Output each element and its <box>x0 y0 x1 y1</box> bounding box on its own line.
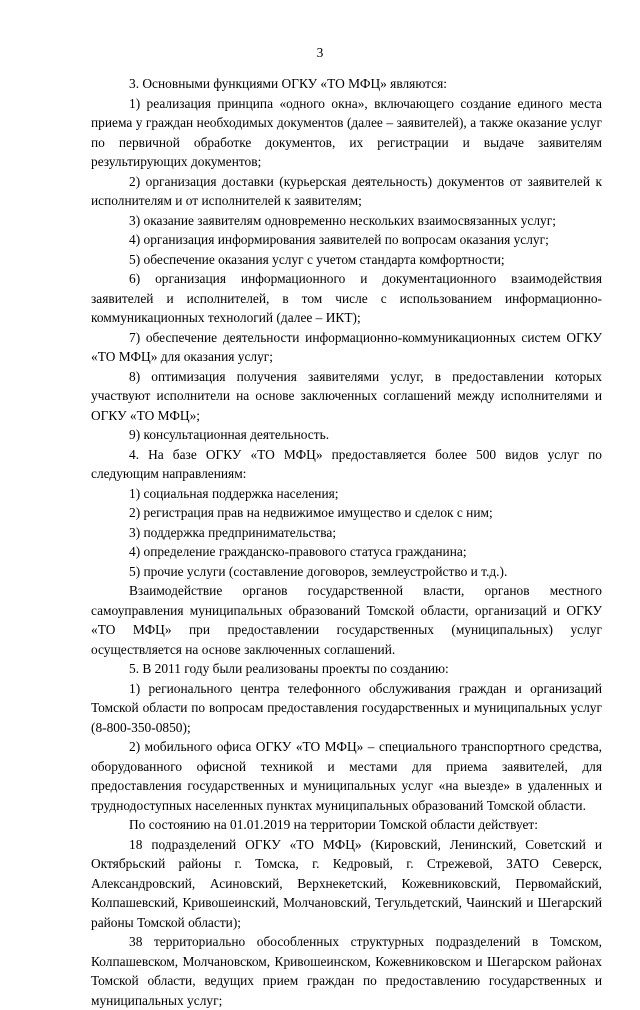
paragraph-function-2: 2) организация доставки (курьерская деятельность) документов от заявителей к исполнителям и от исполнителей к заявителям; <box>91 173 602 208</box>
paragraph-project-2: 2) мобильного офиса ОГКУ «ТО МФЦ» – специального транспортного средства, оборудованного офисной техникой и местами для приема заявителей, для предоставления государственных и муниципальных услуг «на выезде» в удаленных и труднодоступных населенных пунктах муниципальных образований Томской области. <box>91 739 602 813</box>
paragraph-direction-3: 3) поддержка предпринимательства; <box>129 524 337 540</box>
paragraph-direction-4: 4) определение гражданско-правового статуса гражданина; <box>129 544 467 559</box>
paragraph-direction-5: 5) прочие услуги (составление договоров, землеустройство и т.д.). <box>129 563 508 579</box>
paragraph-function-7: 7) обеспечение деятельности информационно-коммуникационных систем ОГКУ «ТО МФЦ» для оказания услуг; <box>91 329 602 364</box>
paragraph-services-heading: 4. На базе ОГКУ «ТО МФЦ» предоставляется более 500 видов услуг по следующим направлениям: <box>91 446 602 481</box>
paragraph-function-3: 3) оказание заявителям одновременно нескольких взаимосвязанных услуг; <box>129 212 556 228</box>
paragraph-structural-units: 38 территориально обособленных структурных подразделений в Томском, Колпашевском, Молчановском, Кривошеинском, Кожевниковском и Шегарском районах Томской области, ведущих прием граждан по предоставлению государственных и муниципальных услуг; <box>91 934 602 1008</box>
paragraph-direction-1: 1) социальная поддержка населения; <box>129 485 339 501</box>
paragraph-function-9: 9) консультационная деятельность. <box>129 427 330 442</box>
paragraph-project-1: 1) регионального центра телефонного обслуживания граждан и организаций Томской области по вопросам предоставления государственных и муниципальных услуг (8-800-350-0850); <box>91 680 602 735</box>
document-body <box>91 74 602 1010</box>
paragraph-status: По состоянию на 01.01.2019 на территории Томской области действует: <box>129 817 538 832</box>
paragraph-functions-heading: 3. Основными функциями ОГКУ «ТО МФЦ» являются: <box>129 76 447 91</box>
paragraph-interaction: Взаимодействие органов государственной власти, органов местного самоуправления муниципальных образований Томской области, организаций и ОГКУ «ТО МФЦ» при предоставлении государственных (муниципальных) услуг осуществляется на основе заключенных соглашений. <box>91 583 602 657</box>
page-number: 3 <box>316 45 324 60</box>
paragraph-subdivisions: 18 подразделений ОГКУ «ТО МФЦ» (Кировский, Ленинский, Советский и Октябрьский районы г. Томска, г. Кедровый, г. Стрежевой, ЗАТО Северск, Александровский, Асиновский, Верхнекетский, Кожевниковский, Первомайский, Колпашевский, Кривошеинский, Молчановский, Тегульдетский, Чаинский и Шегарский районы Томской области); <box>91 836 602 930</box>
paragraph-projects-heading: 5. В 2011 году были реализованы проекты по созданию: <box>129 661 449 676</box>
paragraph-function-8: 8) оптимизация получения заявителями услуг, в предоставлении которых участвуют исполнители на основе заключенных соглашений между исполнителями и ОГКУ «ТО МФЦ»; <box>91 368 602 423</box>
paragraph-function-1: 1) реализация принципа «одного окна», включающего создание единого места приема у граждан необходимых документов (далее – заявителей), а также оказание услуг по первичной обработке документов, их регистрации и выдаче заявителям результирующих документов; <box>91 95 602 169</box>
paragraph-function-6: 6) организация информационного и документационного взаимодействия заявителей и исполнителей, в том числе с использованием информационно-коммуникационных технологий (далее – ИКТ); <box>91 271 602 325</box>
paragraph-direction-2: 2) регистрация прав на недвижимое имущество и сделок с ним; <box>129 505 493 520</box>
paragraph-function-5: 5) обеспечение оказания услуг с учетом стандарта комфортности; <box>129 251 505 267</box>
paragraph-function-4: 4) организация информирования заявителей по вопросам оказания услуг; <box>129 232 549 247</box>
